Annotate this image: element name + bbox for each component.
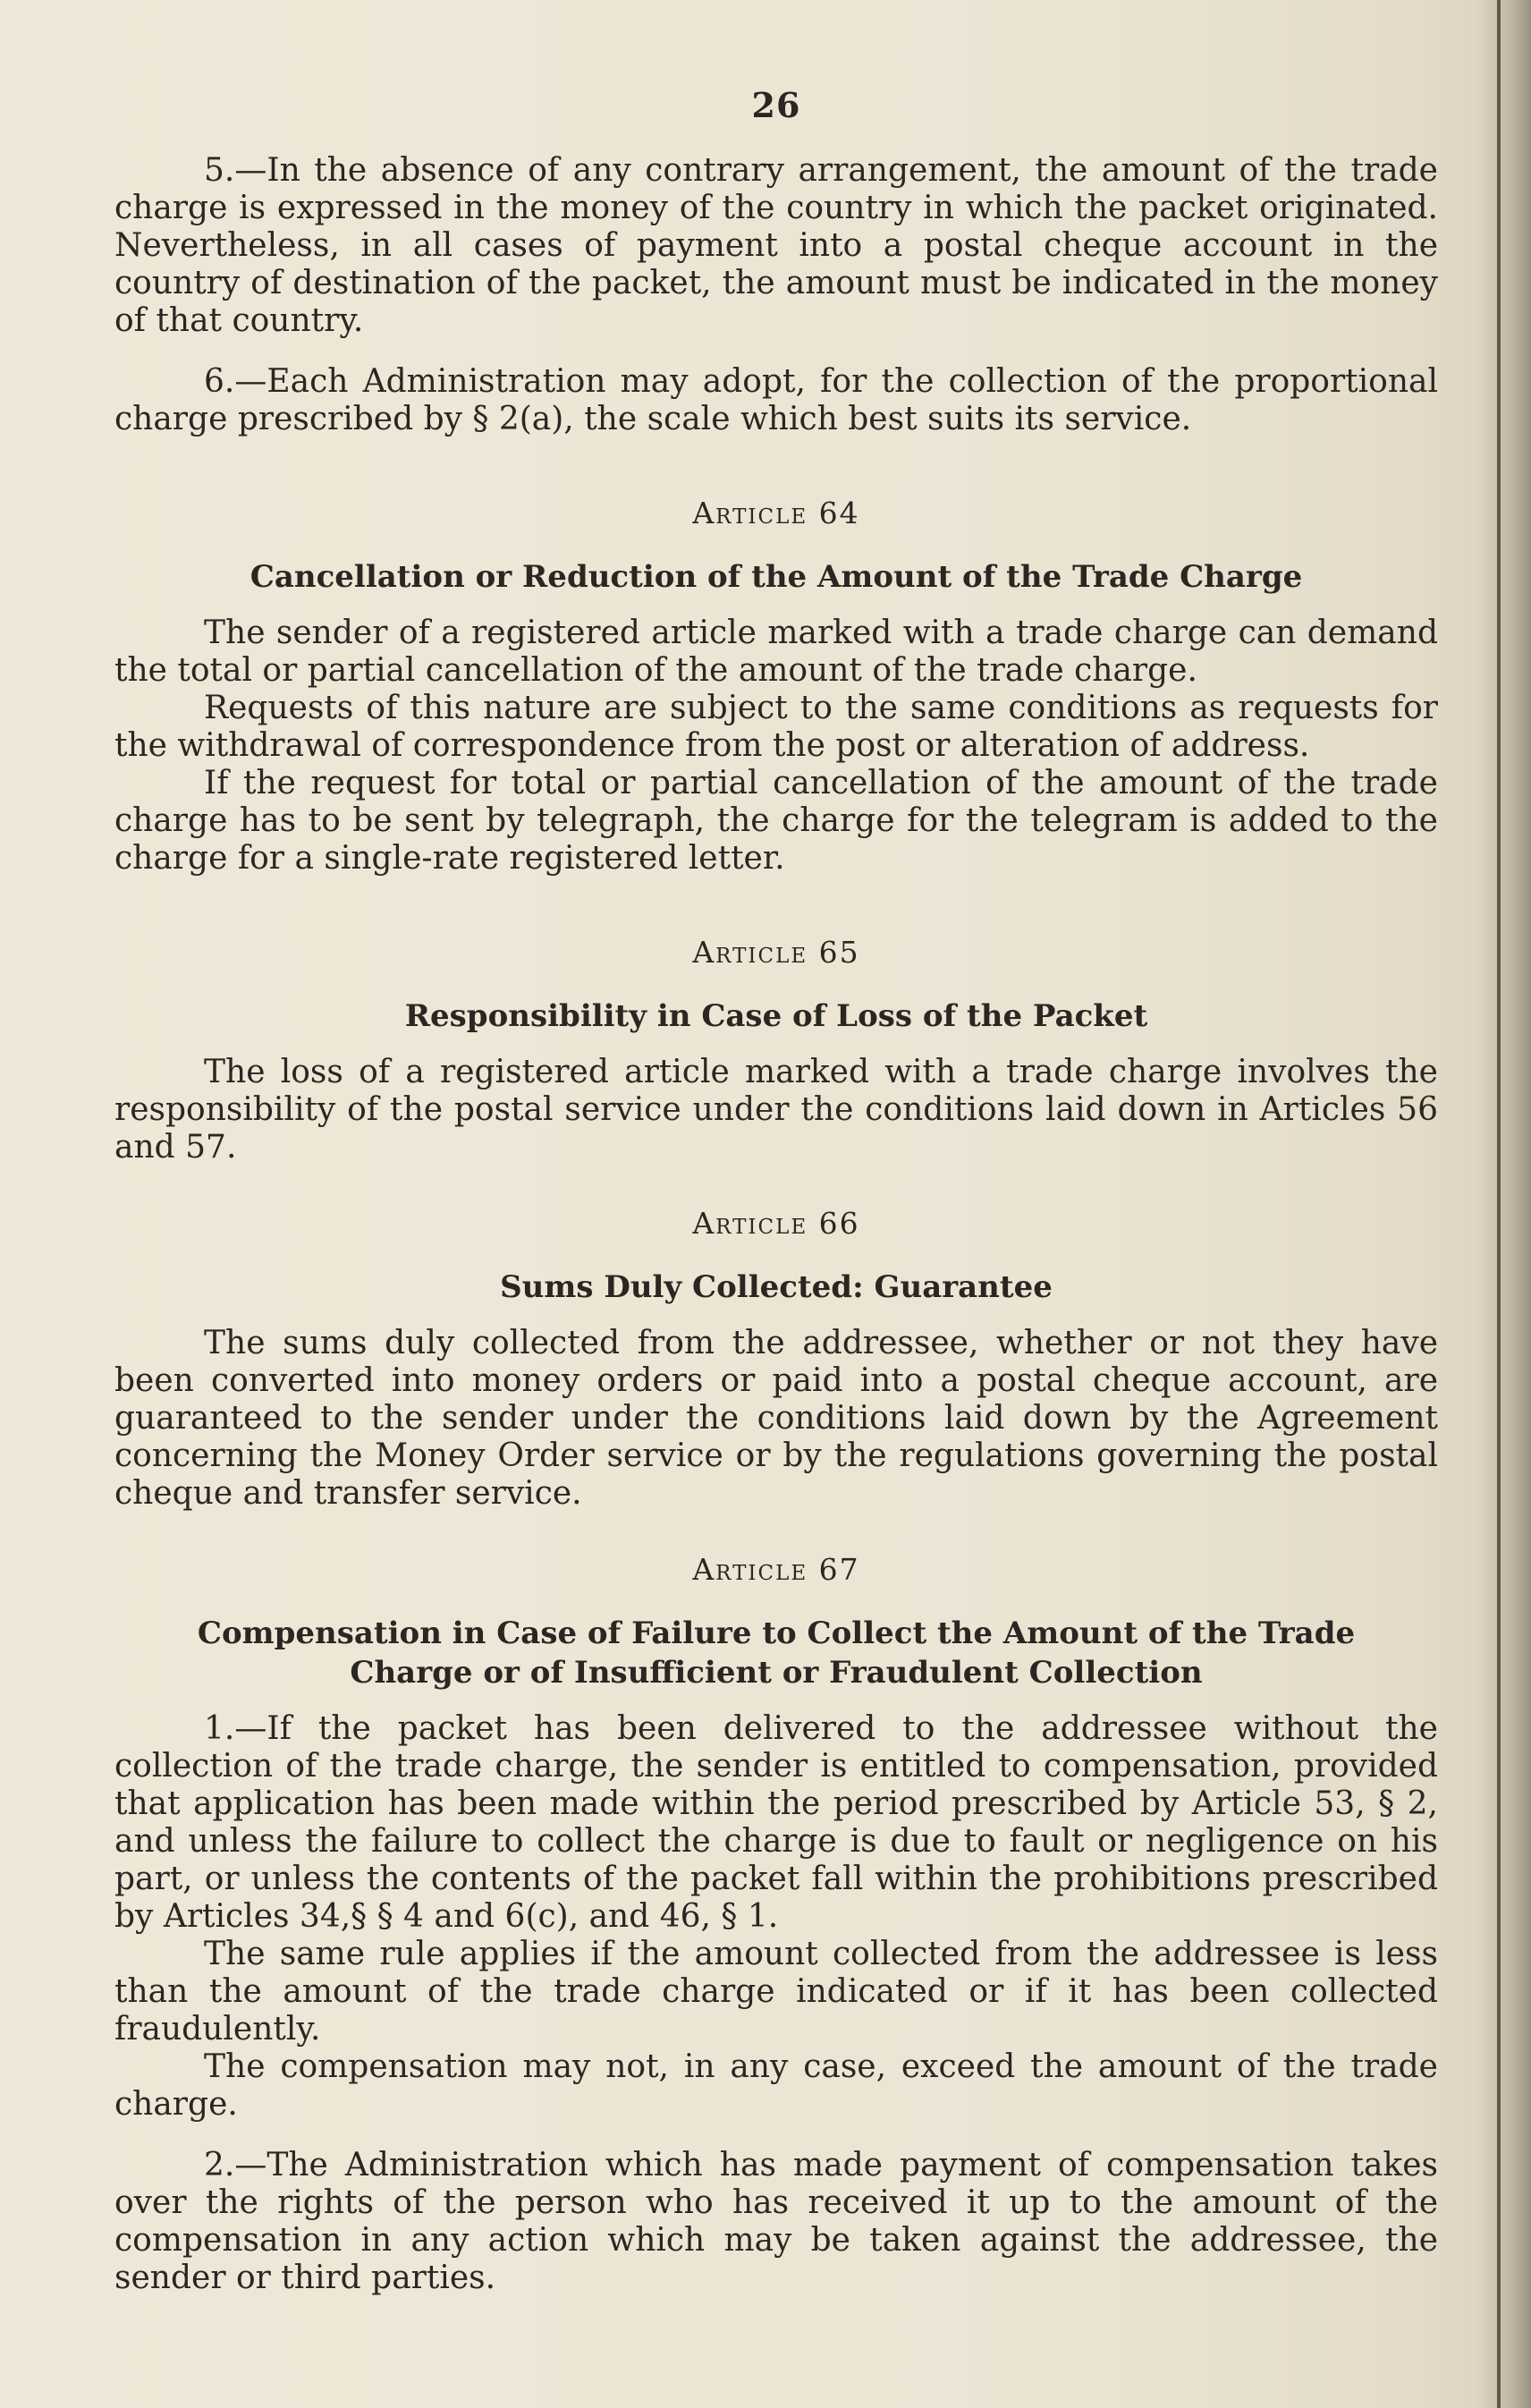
article-66-label: Article 66	[692, 1206, 860, 1241]
article-67-heading-line: Charge or of Insufficient or Fraudulent Collection	[350, 1655, 1203, 1691]
paragraph-6: 6.—Each Administration may adopt, for the collection of the proportional charge prescribed by § 2(a), the scale which best suits its service.	[114, 363, 1438, 437]
article-67-paragraph: The same rule applies if the amount collected from the addressee is less than the amount of the trade charge indicated or if it has been collected fraudulently.	[114, 1936, 1438, 2048]
article-67-paragraph: 2.—The Administration which has made payment of compensation takes over the rights of the person who has received it up to the amount of the compensation in any action which may be taken against the addressee, the sender or third parties.	[114, 2147, 1438, 2296]
page-content	[114, 85, 1438, 2297]
paragraph-5: 5.—In the absence of any contrary arrangement, the amount of the trade charge is expressed in the money of the country in which the packet originated. Nevertheless, in all cases of payment into a postal cheque account in the country of destination of the packet, the amount must be indicated in the money of that country.	[114, 152, 1438, 339]
article-66-paragraph: The sums duly collected from the addressee, whether or not they have been converted into money orders or paid into a postal cheque account, are guaranteed to the sender under the conditions laid down by the Agreement concerning the Money Order service or by the regulations governing the postal cheque and transfer service.	[114, 1325, 1438, 1512]
article-65-heading: Responsibility in Case of Loss of the Packet	[404, 998, 1148, 1034]
page-number: 26	[751, 85, 801, 125]
binding-edge	[1497, 0, 1501, 2408]
article-65-paragraph: The loss of a registered article marked with a trade charge involves the responsibility of the postal service under the conditions laid down in Articles 56 and 57.	[114, 1054, 1438, 1166]
article-64-paragraph: Requests of this nature are subject to the same conditions as requests for the withdrawal of correspondence from the post or alteration of address.	[114, 690, 1438, 764]
article-64-heading: Cancellation or Reduction of the Amount of the Trade Charge	[250, 559, 1303, 595]
page-edge-shadow	[1477, 0, 1531, 2408]
article-67-heading-line: Compensation in Case of Failure to Collect the Amount of the Trade	[197, 1615, 1356, 1651]
article-66-heading: Sums Duly Collected: Guarantee	[500, 1269, 1053, 1305]
article-64-paragraph: If the request for total or partial cancellation of the amount of the trade charge has to be sent by telegraph, the charge for the telegram is added to the charge for a single-rate registered letter.	[114, 765, 1438, 877]
article-64-label: Article 64	[692, 496, 860, 530]
article-65-label: Article 65	[692, 935, 860, 970]
article-67-heading	[114, 1614, 1438, 1692]
article-64-paragraph: The sender of a registered article marked with a trade charge can demand the total or partial cancellation of the amount of the trade charge.	[114, 615, 1438, 689]
article-67-paragraph: The compensation may not, in any case, exceed the amount of the trade charge.	[114, 2048, 1438, 2123]
article-67-paragraph: 1.—If the packet has been delivered to the addressee without the collection of the trade charge, the sender is entitled to compensation, provided that application has been made within the period prescribed by Article 53, § 2, and unless the failure to collect the charge is due to fault or negligence on his part, or unless the contents of the packet fall within the prohibitions prescribed by Articles 34,§ § 4 and 6(c), and 46, § 1.	[114, 1710, 1438, 1935]
article-67-label: Article 67	[692, 1552, 860, 1587]
